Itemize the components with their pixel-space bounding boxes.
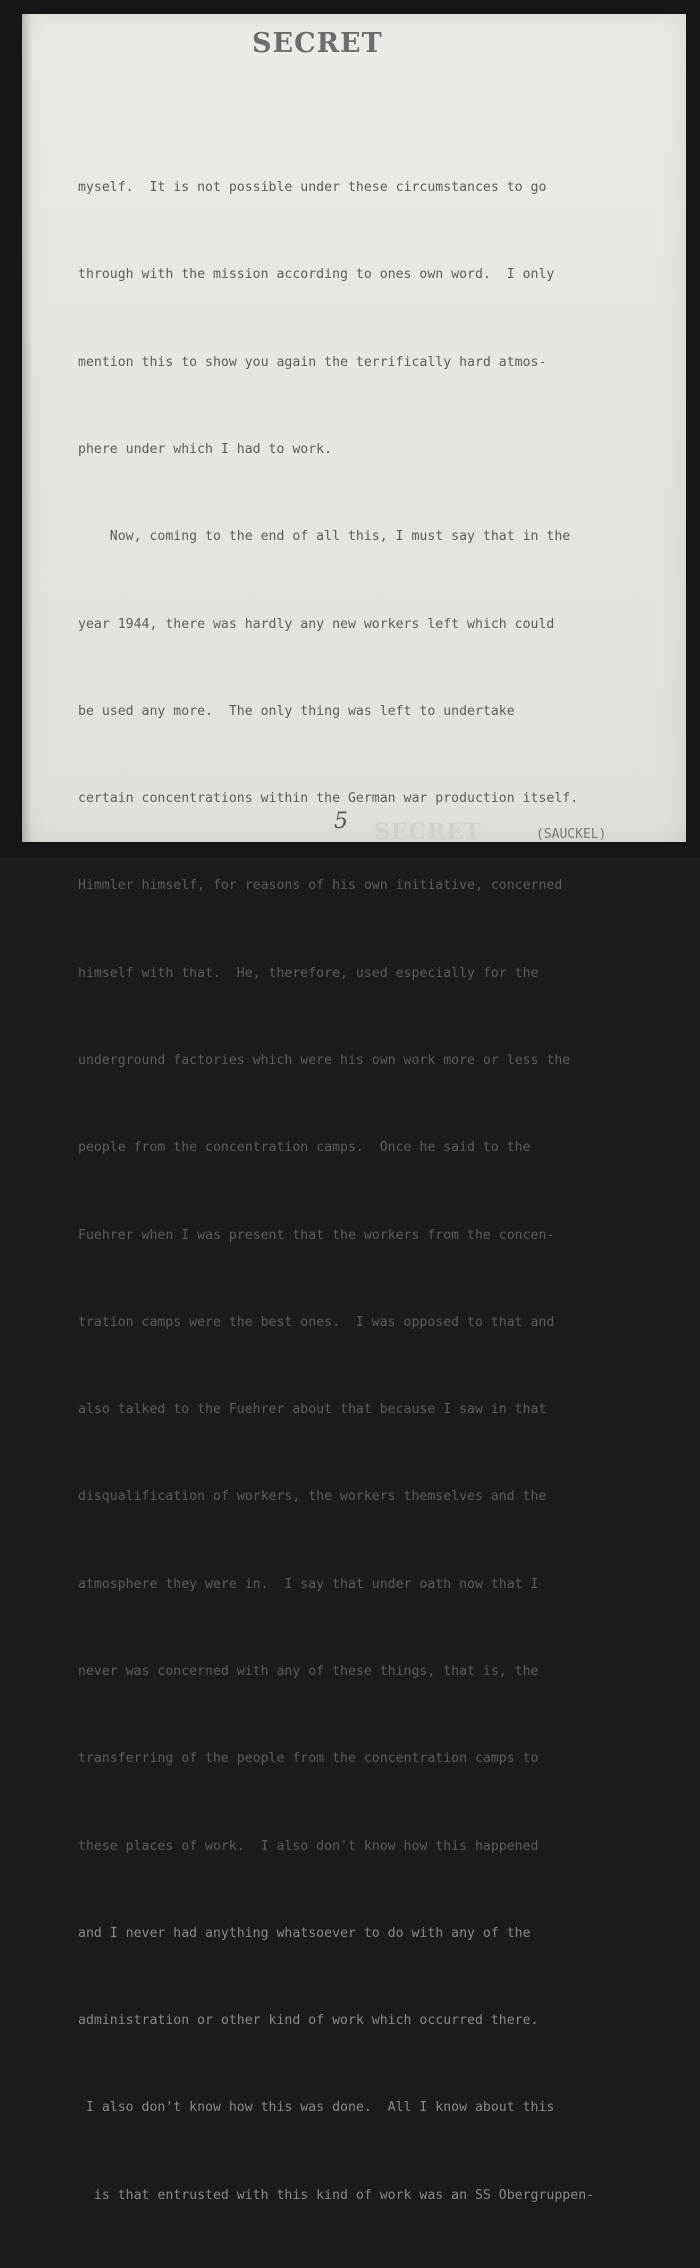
secret-stamp-header: SECRET xyxy=(252,28,383,59)
text-line: himself with that. He, therefore, used especially for the xyxy=(78,965,539,981)
handwritten-page-number: 5 xyxy=(334,809,348,834)
text-line: certain concentrations within the German war production itself. xyxy=(78,791,579,807)
text-line: transferring of the people from the concentration camps to xyxy=(78,1751,539,1767)
text-line: Now, coming to the end of all this, I must say that in the xyxy=(78,529,571,545)
text-line: I also don't know how this was done. All I know about this xyxy=(78,2100,555,2116)
text-line: underground factories which were his own work more or less the xyxy=(78,1053,571,1068)
text-line: through with the mission according to ones own word. I only xyxy=(78,267,555,283)
text-line: disqualification of workers, the workers themselves and the xyxy=(78,1489,547,1505)
text-line: Himmler himself, for reasons of his own initiative, concerned xyxy=(78,878,563,894)
text-line: never was concerned with any of these things, that is, the xyxy=(78,1663,539,1679)
text-line: myself. It is not possible under these circumstances to go xyxy=(78,180,547,196)
text-line: administration or other kind of work which occurred there. xyxy=(78,2013,539,2029)
text-line: be used any more. The only thing was left to undertake xyxy=(78,703,515,719)
secret-stamp-footer: SECRET xyxy=(374,819,482,845)
text-line: people from the concentration camps. Once he said to the xyxy=(78,1140,531,1156)
text-line: mention this to show you again the terrifically hard atmos- xyxy=(78,354,547,370)
text-line: is that entrusted with this kind of work was an SS Obergruppen- xyxy=(78,2187,595,2203)
text-line: these places of work. I also don't know how this happened xyxy=(78,1838,539,1854)
text-line: Fuehrer when I was present that the workers from the concen- xyxy=(78,1227,555,1243)
text-line: also talked to the Fuehrer about that because I saw in that xyxy=(78,1402,547,1418)
document-page xyxy=(22,14,686,2203)
text-line: year 1944, there was hardly any new workers left which could xyxy=(78,616,555,632)
text-line: tration camps were the best ones. I was opposed to that and xyxy=(78,1314,555,1330)
text-line: phere under which I had to work. xyxy=(78,442,333,458)
typed-body-text xyxy=(78,115,668,2268)
text-line: and I never had anything whatsoever to do with any of the xyxy=(78,1925,531,1941)
signature-label: (SAUCKEL) xyxy=(536,827,607,842)
text-line: atmosphere they were in. I say that under oath now that I xyxy=(78,1576,539,1592)
page-edge-shadow xyxy=(22,14,32,842)
